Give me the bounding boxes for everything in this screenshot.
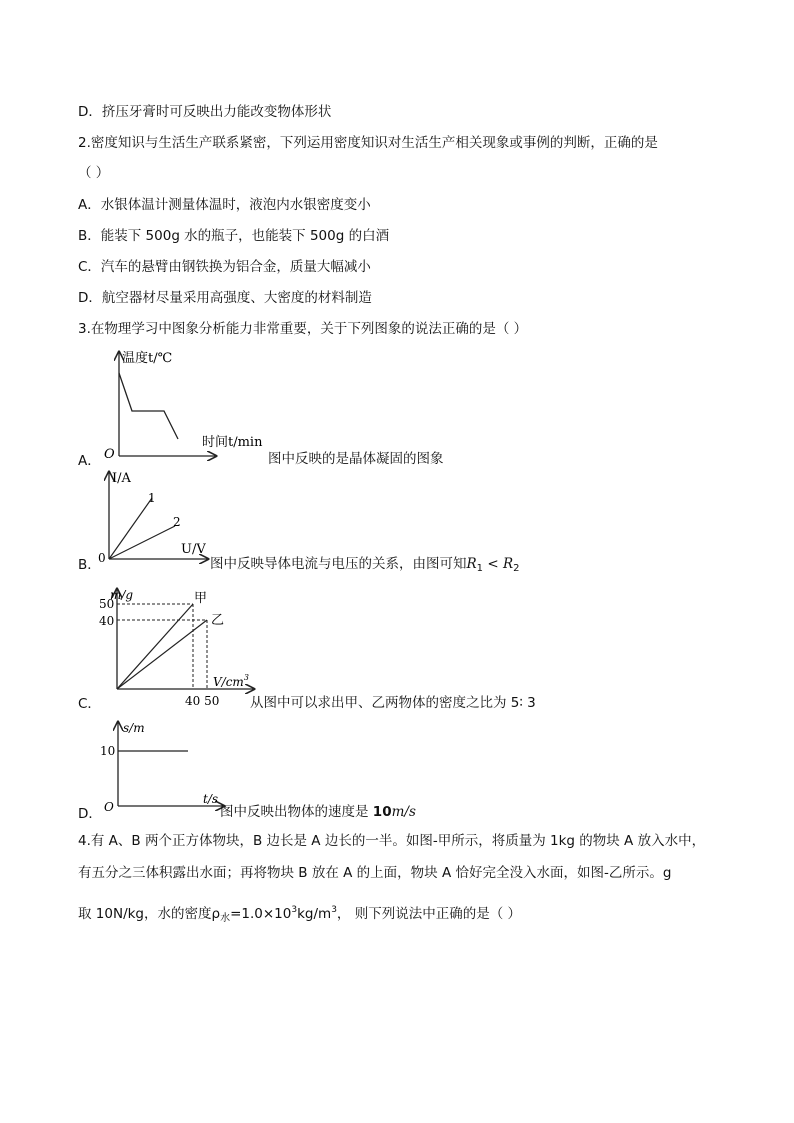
q3-stem: 3.在物理学习中图象分析能力非常重要，关于下列图象的说法正确的是（ ）: [78, 321, 528, 337]
q3-c-xlabel: $V/cm^3$: [213, 673, 249, 689]
q3-a-curve: [119, 373, 178, 439]
q2-option-d: D．航空器材尽量采用高强度、大密度的材料制造: [78, 290, 372, 306]
q3-c-x-ticks: 40 50: [185, 694, 220, 708]
q2-stem: 2.密度知识与生活生产联系紧密，下列运用密度知识对生活生产相关现象或事例的判断，正确的是: [78, 135, 658, 151]
q4-line-3: [78, 901, 521, 928]
q3-b-lt: <: [483, 556, 503, 572]
q4-exp-sup: 3: [291, 905, 298, 915]
q3-c-desc: 从图中可以求出甲、乙两物体的密度之比为 5∶ 3: [250, 695, 536, 711]
q3-c-y40: 40: [99, 614, 115, 628]
q4-line-3-post: ， 则下列说法中正确的是（ ）: [336, 906, 522, 922]
q3-c-yi: 乙: [211, 613, 225, 628]
q3-b-graph: [92, 468, 212, 564]
q3-a-letter: A．: [78, 453, 101, 469]
q4-line-2: 有五分之三体积露出水面；再将物块 B 放在 A 的上面，物块 A 恰好完全没入水面，如图-乙所示。g: [78, 865, 672, 881]
q4-unit-sup: 3: [331, 905, 337, 915]
q3-d-origin: O: [104, 800, 114, 814]
q2-option-a: A．水银体温计测量体温时，液泡内水银密度变小: [78, 197, 371, 213]
q3-c-jia: 甲: [194, 591, 208, 606]
q3-d-xlabel: t/s: [203, 792, 219, 806]
q3-d-desc-text: 图中反映出物体的速度是: [220, 804, 373, 820]
q3-b-desc-text: 图中反映导体电流与电压的关系，由图可知: [210, 556, 467, 572]
q3-d-letter: D．: [78, 806, 102, 822]
q4-unit: kg/m: [297, 906, 332, 922]
q3-d-ylabel: s/m: [123, 721, 145, 735]
q3-a-desc: 图中反映的是晶体凝固的图象: [268, 451, 444, 467]
q2-option-c: C．汽车的悬臂由钢铁换为铝合金，质量大幅减小: [78, 259, 371, 275]
q3-d-y10: 10: [100, 744, 116, 758]
q3-b-origin: 0: [98, 551, 106, 564]
q3-d-graph: [96, 718, 236, 818]
q3-b-letter: B．: [78, 557, 101, 573]
q3-b-desc: [210, 555, 520, 578]
q3-b-r2: R: [502, 556, 514, 572]
q3-b-line-1: [109, 498, 152, 559]
q3-b-r1: R: [466, 556, 477, 572]
q3-a-xlabel: 时间t/min: [202, 435, 263, 450]
q3-c-ylabel: m/g: [110, 588, 134, 602]
q3-b-label-2: 2: [173, 515, 181, 529]
q4-line-3-mid: =1.0×10: [230, 906, 292, 922]
q3-c-graph: [96, 585, 256, 713]
q3-d-desc: [220, 803, 416, 821]
q3-b-line-2: [109, 526, 175, 559]
q2-answer-paren: （ ）: [78, 165, 110, 181]
q4-line-3-pre: 取 10N/kg，水的密度ρ: [78, 906, 221, 922]
q3-a-origin: O: [104, 447, 115, 462]
q3-b-r2-sub: 2: [513, 563, 520, 574]
q3-a-graph: [100, 348, 270, 466]
q3-c-line-jia: [117, 604, 193, 689]
q3-b-r1-sub: 1: [476, 563, 484, 574]
q4-rho-sub: 水: [220, 913, 231, 924]
q3-c-letter: C．: [78, 696, 101, 712]
q2-option-b: B．能装下 500g 水的瓶子，也能装下 500g 的白酒: [78, 228, 390, 244]
q4-line-1: 4.有 A、B 两个正方体物块，B 边长是 A 边长的一半。如图-甲所示，将质量为 1kg 的物块 A 放入水中，: [78, 833, 706, 849]
q1-option-d: D．挤压牙膏时可反映出力能改变物体形状: [78, 104, 332, 120]
q3-b-ylabel: I/A: [112, 471, 131, 486]
q3-b-label-1: 1: [148, 491, 156, 505]
q3-c-y50: 50: [99, 597, 115, 611]
q3-a-ylabel: 温度t/℃: [122, 351, 173, 366]
q3-d-speed: 10: [372, 804, 392, 820]
q3-b-xlabel: U/V: [181, 542, 206, 557]
q3-d-unit: m/s: [391, 804, 416, 820]
